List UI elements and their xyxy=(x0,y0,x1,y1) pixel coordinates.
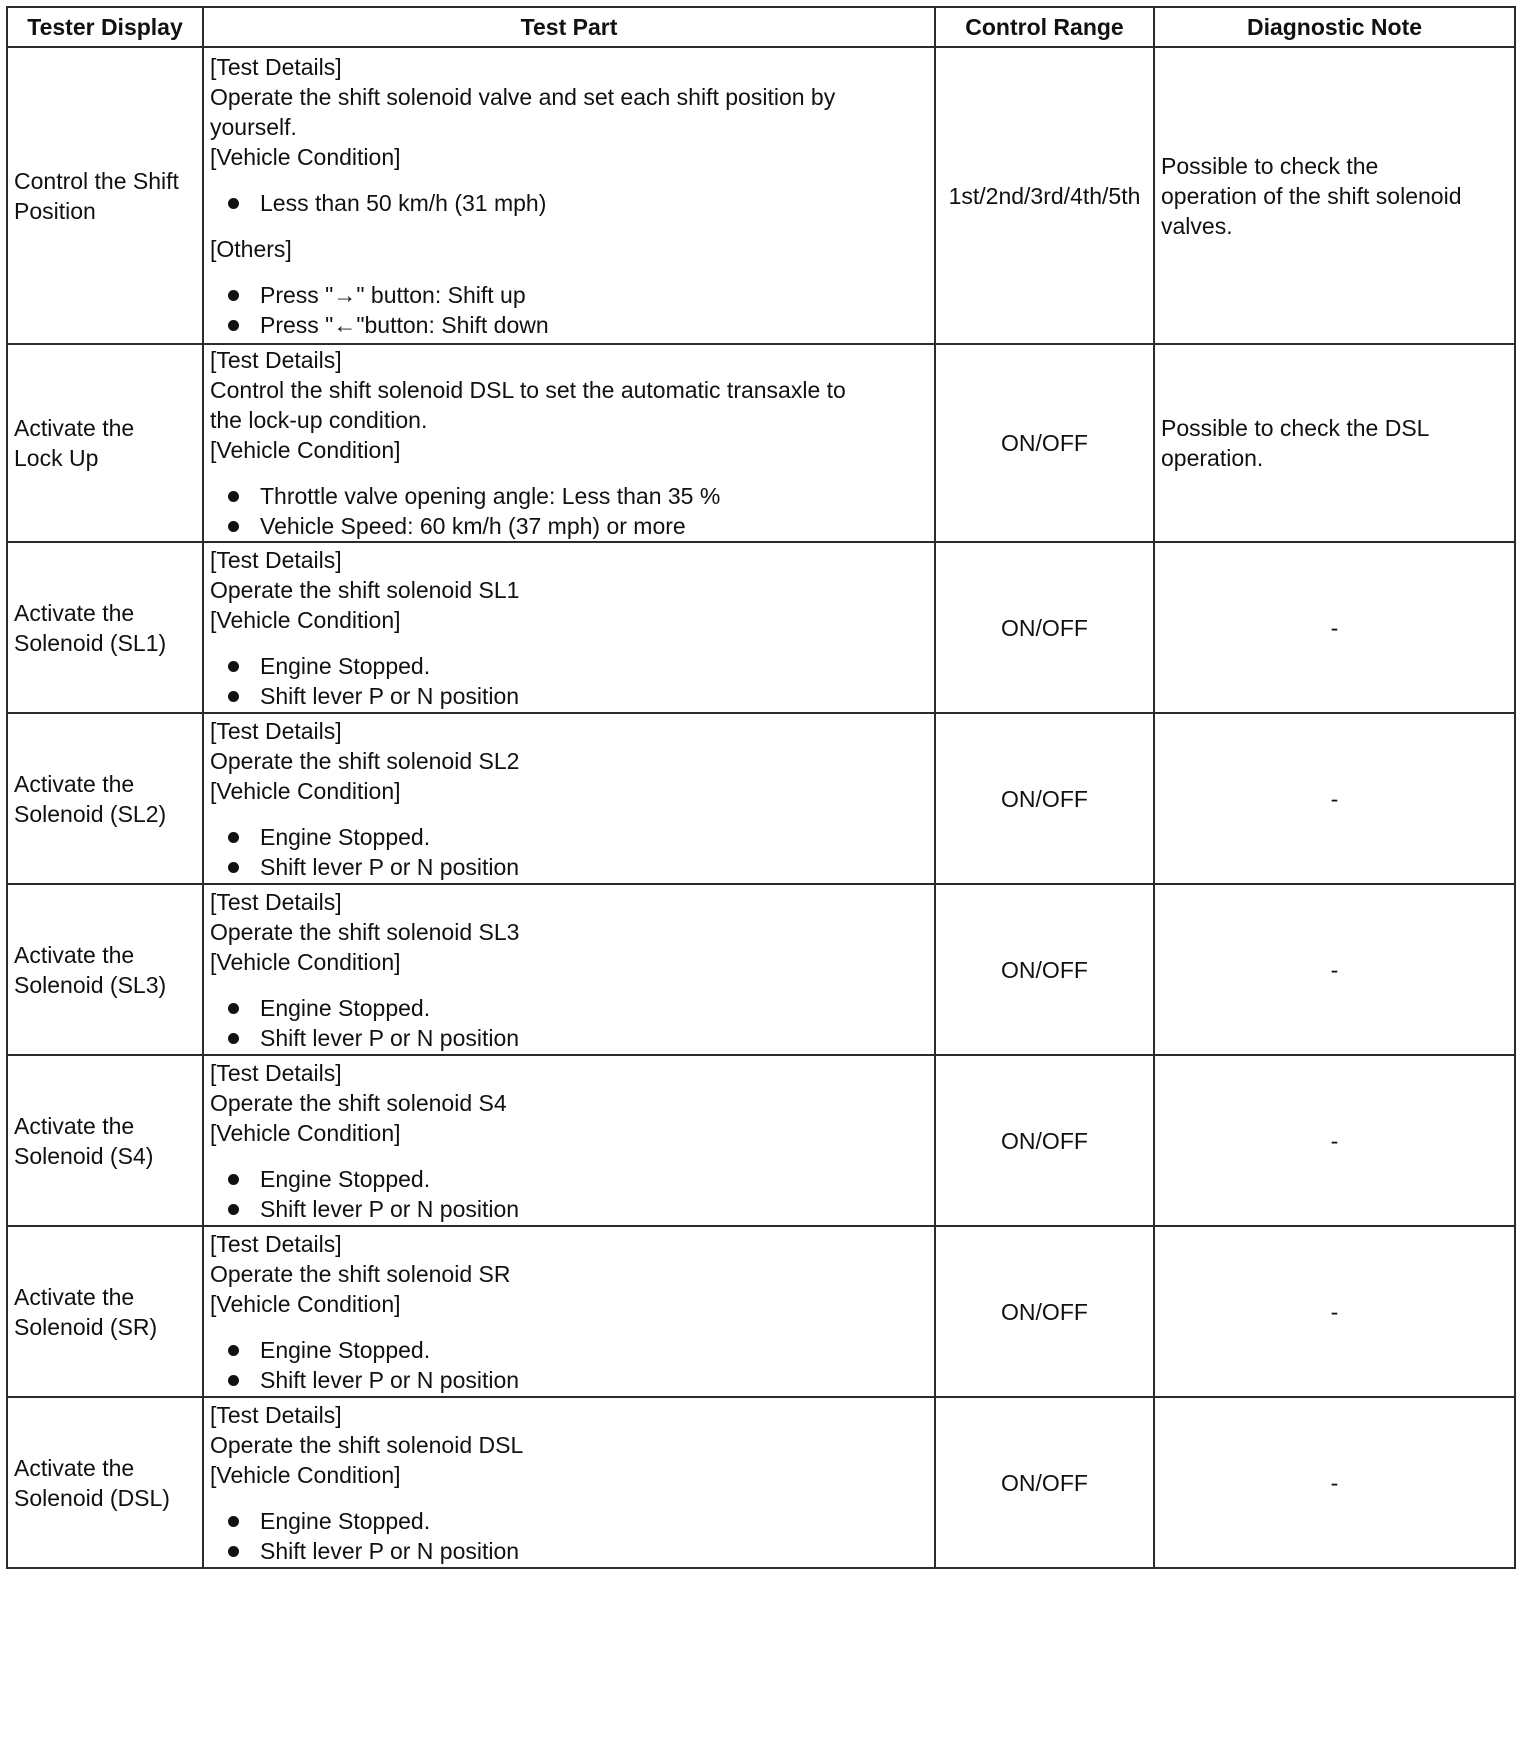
diagnostic-note-cell xyxy=(1154,1397,1515,1568)
tester-display-text: Solenoid (SR) xyxy=(14,1313,158,1340)
header-row xyxy=(7,7,1515,47)
vehicle-condition-list xyxy=(210,1335,928,1395)
tester-display-text: Solenoid (SL3) xyxy=(14,971,167,998)
vehicle-condition-list xyxy=(210,1506,928,1566)
bullet-dot-icon xyxy=(228,832,239,843)
bullet-item xyxy=(210,681,928,711)
bullet-item xyxy=(210,822,928,852)
others-label: [Others] xyxy=(210,235,292,262)
bullet-dot-icon xyxy=(228,491,239,502)
control-range-cell: ON/OFF xyxy=(935,1397,1154,1568)
bullet-item xyxy=(210,993,928,1023)
test-details-text: Operate the shift solenoid SR xyxy=(210,1260,511,1287)
control-range-cell: ON/OFF xyxy=(935,1226,1154,1397)
bullet-text: Press "→" button: Shift up xyxy=(260,281,526,308)
table-row xyxy=(7,47,1515,344)
test-details-text: Operate the shift solenoid SL3 xyxy=(210,918,520,945)
test-details-label: [Test Details] xyxy=(210,1401,342,1428)
vehicle-condition-label: [Vehicle Condition] xyxy=(210,948,401,975)
vehicle-condition-label: [Vehicle Condition] xyxy=(210,1119,401,1146)
header-diagnostic-note: Diagnostic Note xyxy=(1154,7,1515,47)
test-details-label: [Test Details] xyxy=(210,717,342,744)
bullet-item xyxy=(210,1365,928,1395)
test-part-cell xyxy=(203,884,935,1055)
bullet-text: Engine Stopped. xyxy=(260,994,431,1021)
bullet-text: Engine Stopped. xyxy=(260,1165,431,1192)
bullet-item xyxy=(210,481,928,511)
vehicle-condition-list xyxy=(210,1164,928,1224)
header-tester-display: Tester Display xyxy=(7,7,203,47)
bullet-item xyxy=(210,651,928,681)
tester-display-text: Activate the xyxy=(14,941,135,968)
bullet-text: Less than 50 km/h (31 mph) xyxy=(260,189,547,216)
bullet-text: Vehicle Speed: 60 km/h (37 mph) or more xyxy=(260,513,686,539)
tester-display-text: Lock Up xyxy=(14,445,99,471)
bullet-dot-icon xyxy=(228,320,239,331)
test-details-text: Operate the shift solenoid valve and set each shift position by xyxy=(210,83,836,110)
bullet-dot-icon xyxy=(228,1033,239,1044)
bullet-item xyxy=(210,1194,928,1224)
bullet-item xyxy=(210,1164,928,1194)
tester-display-cell xyxy=(7,542,203,713)
test-details-label: [Test Details] xyxy=(210,1230,342,1257)
control-range-cell: ON/OFF xyxy=(935,542,1154,713)
others-list xyxy=(210,280,928,340)
tester-display-text: Activate the xyxy=(14,770,135,797)
test-part-cell xyxy=(203,542,935,713)
bullet-dot-icon xyxy=(228,661,239,672)
vehicle-condition-list xyxy=(210,481,928,541)
table-row xyxy=(7,1226,1515,1397)
bullet-dot-icon xyxy=(228,1204,239,1215)
bullet-text: Engine Stopped. xyxy=(260,652,431,679)
tester-display-cell xyxy=(7,1397,203,1568)
active-test-table xyxy=(6,6,1516,1569)
test-details-text: Control the shift solenoid DSL to set the automatic transaxle to xyxy=(210,377,846,403)
tester-display-text: Activate the xyxy=(14,1283,135,1310)
tester-display-text: Solenoid (DSL) xyxy=(14,1484,170,1511)
diagnostic-note-text: - xyxy=(1330,1127,1339,1154)
table-row xyxy=(7,1397,1515,1568)
test-part-cell xyxy=(203,344,935,542)
test-details-text: yourself. xyxy=(210,113,297,140)
diagnostic-note-text: Possible to check the xyxy=(1161,152,1379,179)
test-details-label: [Test Details] xyxy=(210,1059,342,1086)
vehicle-condition-label: [Vehicle Condition] xyxy=(210,606,401,633)
bullet-item xyxy=(210,1536,928,1566)
tester-display-text: Activate the xyxy=(14,415,135,441)
control-range-cell: ON/OFF xyxy=(935,713,1154,884)
diagnostic-note-cell xyxy=(1154,713,1515,884)
bullet-dot-icon xyxy=(228,1345,239,1356)
bullet-dot-icon xyxy=(228,290,239,301)
bullet-item xyxy=(210,1335,928,1365)
test-details-text: Operate the shift solenoid SL2 xyxy=(210,747,520,774)
tester-display-text: Activate the xyxy=(14,1112,135,1139)
test-part-cell xyxy=(203,713,935,884)
diagnostic-note-text: valves. xyxy=(1161,212,1233,239)
bullet-dot-icon xyxy=(228,521,239,532)
tester-display-text: Solenoid (SL2) xyxy=(14,800,167,827)
test-details-label: [Test Details] xyxy=(210,347,342,373)
vehicle-condition-label: [Vehicle Condition] xyxy=(210,437,401,463)
test-part-cell xyxy=(203,47,935,344)
table-row xyxy=(7,344,1515,542)
test-details-text: the lock-up condition. xyxy=(210,407,428,433)
tester-display-text: Position xyxy=(14,197,96,224)
bullet-dot-icon xyxy=(228,1546,239,1557)
tester-display-text: Control the Shift xyxy=(14,167,179,194)
vehicle-condition-label: [Vehicle Condition] xyxy=(210,777,401,804)
bullet-text: Shift lever P or N position xyxy=(260,1195,520,1222)
vehicle-condition-label: [Vehicle Condition] xyxy=(210,1461,401,1488)
bullet-item xyxy=(210,1506,928,1536)
vehicle-condition-list xyxy=(210,822,928,882)
control-range-cell: ON/OFF xyxy=(935,884,1154,1055)
diagnostic-note-cell xyxy=(1154,344,1515,542)
test-details-text: Operate the shift solenoid S4 xyxy=(210,1089,507,1116)
bullet-text: Shift lever P or N position xyxy=(260,853,520,880)
diagnostic-note-cell xyxy=(1154,1055,1515,1226)
diagnostic-note-text: operation of the shift solenoid xyxy=(1161,182,1462,209)
test-part-cell xyxy=(203,1397,935,1568)
test-details-label: [Test Details] xyxy=(210,546,342,573)
tester-display-cell xyxy=(7,713,203,884)
tester-display-cell xyxy=(7,47,203,344)
test-part-cell xyxy=(203,1055,935,1226)
tester-display-cell xyxy=(7,1055,203,1226)
bullet-dot-icon xyxy=(228,1516,239,1527)
diagnostic-note-text: - xyxy=(1330,785,1339,812)
test-details-label: [Test Details] xyxy=(210,53,342,80)
diagnostic-note-cell xyxy=(1154,542,1515,713)
tester-display-cell xyxy=(7,1226,203,1397)
control-range-cell: ON/OFF xyxy=(935,344,1154,542)
header-test-part: Test Part xyxy=(203,7,935,47)
tester-display-cell xyxy=(7,344,203,542)
tester-display-cell xyxy=(7,884,203,1055)
bullet-dot-icon xyxy=(228,1174,239,1185)
bullet-text: Engine Stopped. xyxy=(260,1507,431,1534)
tester-display-text: Activate the xyxy=(14,1454,135,1481)
diagnostic-note-cell xyxy=(1154,884,1515,1055)
diagnostic-note-cell xyxy=(1154,47,1515,344)
tester-display-text: Solenoid (SL1) xyxy=(14,629,167,656)
bullet-item xyxy=(210,188,928,218)
bullet-dot-icon xyxy=(228,1375,239,1386)
bullet-text: Shift lever P or N position xyxy=(260,682,520,709)
bullet-text: Shift lever P or N position xyxy=(260,1537,520,1564)
vehicle-condition-list xyxy=(210,651,928,711)
diagnostic-note-text: operation. xyxy=(1161,445,1264,471)
test-details-text: Operate the shift solenoid SL1 xyxy=(210,576,520,603)
bullet-text: Engine Stopped. xyxy=(260,823,431,850)
test-part-cell xyxy=(203,1226,935,1397)
tester-display-text: Solenoid (S4) xyxy=(14,1142,154,1169)
diagnostic-note-text: - xyxy=(1330,614,1339,641)
diagnostic-note-text: Possible to check the DSL xyxy=(1161,415,1430,441)
bullet-item xyxy=(210,310,928,340)
bullet-text: Shift lever P or N position xyxy=(260,1024,520,1051)
control-range-cell: ON/OFF xyxy=(935,1055,1154,1226)
vehicle-condition-list xyxy=(210,188,928,218)
header-control-range: Control Range xyxy=(935,7,1154,47)
bullet-item xyxy=(210,1023,928,1053)
bullet-text: Engine Stopped. xyxy=(260,1336,431,1363)
vehicle-condition-list xyxy=(210,993,928,1053)
table-row xyxy=(7,542,1515,713)
bullet-dot-icon xyxy=(228,198,239,209)
bullet-dot-icon xyxy=(228,1003,239,1014)
diagnostic-note-text: - xyxy=(1330,956,1339,983)
table-row xyxy=(7,713,1515,884)
bullet-item xyxy=(210,852,928,882)
bullet-text: Press "←"button: Shift down xyxy=(260,311,549,338)
bullet-item xyxy=(210,511,928,541)
bullet-text: Throttle valve opening angle: Less than 35 % xyxy=(260,483,721,509)
test-details-label: [Test Details] xyxy=(210,888,342,915)
control-range-cell: 1st/2nd/3rd/4th/5th xyxy=(935,47,1154,344)
diagnostic-note-text: - xyxy=(1330,1469,1339,1496)
bullet-item xyxy=(210,280,928,310)
diagnostic-note-text: - xyxy=(1330,1298,1339,1325)
bullet-dot-icon xyxy=(228,691,239,702)
diagnostic-note-cell xyxy=(1154,1226,1515,1397)
table-row xyxy=(7,1055,1515,1226)
vehicle-condition-label: [Vehicle Condition] xyxy=(210,143,401,170)
bullet-dot-icon xyxy=(228,862,239,873)
table-row xyxy=(7,884,1515,1055)
vehicle-condition-label: [Vehicle Condition] xyxy=(210,1290,401,1317)
test-details-text: Operate the shift solenoid DSL xyxy=(210,1431,524,1458)
tester-display-text: Activate the xyxy=(14,599,135,626)
bullet-text: Shift lever P or N position xyxy=(260,1366,520,1393)
